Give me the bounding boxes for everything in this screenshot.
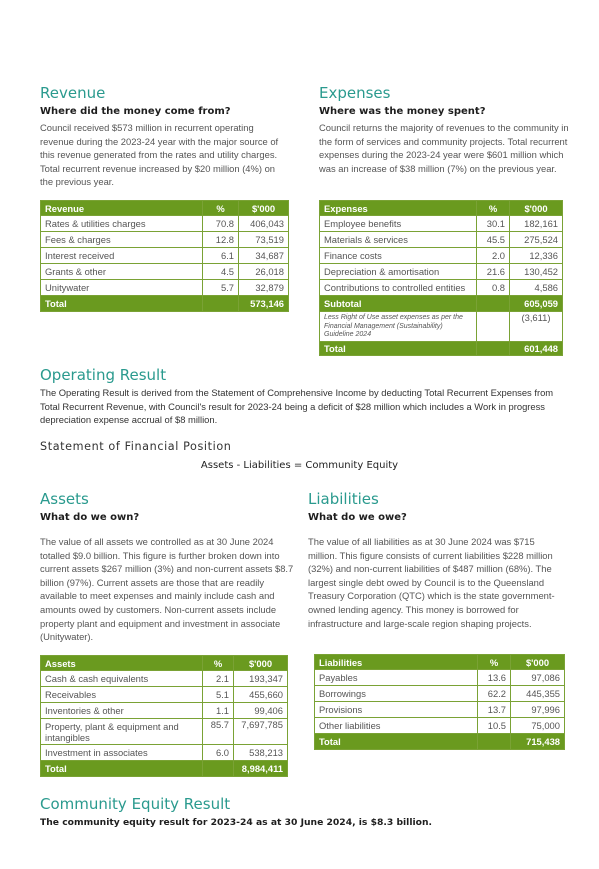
- liabilities-subheading: What do we owe?: [308, 512, 407, 523]
- table-row: [41, 232, 289, 248]
- row-percent: 13.7: [478, 702, 511, 718]
- table-row: [41, 703, 288, 719]
- column-header: $'000: [510, 201, 563, 216]
- subtotal-row: [320, 296, 563, 312]
- row-value: 455,660: [234, 687, 288, 703]
- financial-position-equation: Assets - Liabilities = Community Equity: [200, 460, 399, 471]
- table-row: [41, 216, 289, 232]
- row-value: 26,018: [239, 264, 289, 280]
- table-row: [41, 248, 289, 264]
- expenses-table: [319, 200, 563, 356]
- column-header: Expenses: [320, 201, 477, 216]
- table-row: [320, 280, 563, 296]
- table-row: [320, 264, 563, 280]
- table-row: [315, 718, 565, 734]
- row-value: 97,086: [511, 670, 565, 686]
- total-row: [320, 342, 563, 356]
- total-row: [41, 761, 288, 777]
- assets-heading: Assets: [40, 490, 89, 508]
- row-label: Depreciation & amortisation: [320, 264, 477, 280]
- table-row: [320, 216, 563, 232]
- row-label: Contributions to controlled entities: [320, 280, 477, 296]
- subtotal-label: Subtotal: [320, 296, 477, 312]
- row-percent: 13.6: [478, 670, 511, 686]
- total-percent: [477, 342, 510, 356]
- row-percent: 0.8: [477, 280, 510, 296]
- row-label: Interest received: [41, 248, 203, 264]
- assets-paragraph: The value of all assets we controlled as at 30 June 2024 totalled $9.0 billion. This figure is further broken down into current assets $267 million (3%) and non-current assets $8.7 billion (97%). Current assets are those that are readily available to meet expenses and mainly include cash and amounts owed by customers. Non-current assets include property plant and equipment and investment in associate (Unitywater).: [40, 536, 294, 643]
- row-percent: 10.5: [478, 718, 511, 734]
- operating-result-paragraph: The Operating Result is derived from the Statement of Comprehensive Income by deducting Total Recurrent Expenses from Total Recurrent Revenue, with Council's result for 2023-24 being a deficit of $28 million which includes a Work in progress depreciation expense accrual of $8 million.: [40, 387, 554, 426]
- row-label: Other liabilities: [315, 718, 478, 734]
- row-label: Payables: [315, 670, 478, 686]
- table-row: [41, 671, 288, 687]
- row-label: Materials & services: [320, 232, 477, 248]
- row-label: Borrowings: [315, 686, 478, 702]
- row-value: 4,586: [510, 280, 563, 296]
- row-value: 406,043: [239, 216, 289, 232]
- column-header: $'000: [239, 201, 289, 216]
- row-percent: 12.8: [203, 232, 239, 248]
- subtotal-value: 605,059: [510, 296, 563, 312]
- total-row: [41, 296, 289, 312]
- row-percent: 5.1: [203, 687, 234, 703]
- expenses-heading: Expenses: [319, 84, 391, 102]
- row-value: 99,406: [234, 703, 288, 719]
- table-row: [41, 745, 288, 761]
- row-percent: 1.1: [203, 703, 234, 719]
- row-value: 182,161: [510, 216, 563, 232]
- row-percent: 85.7: [203, 719, 234, 745]
- column-header: %: [478, 655, 511, 670]
- row-value: 130,452: [510, 264, 563, 280]
- total-label: Total: [41, 761, 203, 777]
- revenue-heading: Revenue: [40, 84, 106, 102]
- table-header-row: [320, 201, 563, 216]
- row-percent: 2.1: [203, 671, 234, 687]
- row-value: 73,519: [239, 232, 289, 248]
- table-header-row: [41, 656, 288, 671]
- column-header: $'000: [511, 655, 565, 670]
- row-percent: 4.5: [203, 264, 239, 280]
- column-header: Liabilities: [315, 655, 478, 670]
- expenses-paragraph: Council returns the majority of revenues to the community in the form of services and community projects. Total recurrent expenses during the 2023-24 year were $601 million which was an increase of $38 million (7%) on the previous year.: [319, 122, 569, 174]
- row-value: 7,697,785: [234, 719, 288, 745]
- total-row: [315, 734, 565, 750]
- revenue-table: [40, 200, 289, 312]
- total-value: 715,438: [511, 734, 565, 750]
- note-value: (3,611): [510, 312, 563, 342]
- row-label: Investment in associates: [41, 745, 203, 761]
- row-label: Finance costs: [320, 248, 477, 264]
- table-row: [41, 264, 289, 280]
- row-label: Cash & cash equivalents: [41, 671, 203, 687]
- row-value: 538,213: [234, 745, 288, 761]
- expenses-subheading: Where was the money spent?: [319, 106, 486, 117]
- row-percent: 6.0: [203, 745, 234, 761]
- table-row: [41, 719, 288, 745]
- revenue-subheading: Where did the money come from?: [40, 106, 231, 117]
- note-label: Less Right of Use asset expenses as per the Financial Management (Sustainability) Guideline 2024: [320, 312, 477, 342]
- row-percent: 62.2: [478, 686, 511, 702]
- table-row: [315, 702, 565, 718]
- row-percent: 70.8: [203, 216, 239, 232]
- row-value: 275,524: [510, 232, 563, 248]
- row-label: Provisions: [315, 702, 478, 718]
- row-label: Inventories & other: [41, 703, 203, 719]
- row-value: 445,355: [511, 686, 565, 702]
- liabilities-heading: Liabilities: [308, 490, 379, 508]
- row-label: Rates & utilities charges: [41, 216, 203, 232]
- row-percent: 21.6: [477, 264, 510, 280]
- revenue-paragraph: Council received $573 million in recurrent operating revenue during the 2023-24 year with the major source of this revenue generated from the rates and utility charges. Total recurrent revenue increased by $20 million (4%) on the previous year.: [40, 122, 279, 188]
- community-equity-heading: Community Equity Result: [40, 795, 231, 813]
- community-equity-statement: The community equity result for 2023-24 as at 30 June 2024, is $8.3 billion.: [40, 817, 432, 828]
- liabilities-table: [314, 654, 565, 750]
- assets-subheading: What do we own?: [40, 512, 140, 523]
- table-header-row: [315, 655, 565, 670]
- row-value: 32,879: [239, 280, 289, 296]
- liabilities-paragraph: The value of all liabilities as at 30 June 2024 was $715 million. This figure consists of current liabilities $228 million (32%) and non-current liabilities of $487 million (68%). The largest single debt owed by Council is to the Queensland Treasury Corporation (QTC) which is the state government-owned lending agency. This money is borrowed for infrastructure and large-scale region shaping projects.: [308, 536, 555, 629]
- row-label: Employee benefits: [320, 216, 477, 232]
- operating-result-heading: Operating Result: [40, 366, 167, 384]
- financial-position-heading: Statement of Financial Position: [40, 440, 232, 453]
- note-row: [320, 312, 563, 342]
- table-header-row: [41, 201, 289, 216]
- total-label: Total: [41, 296, 203, 312]
- row-value: 12,336: [510, 248, 563, 264]
- column-header: %: [203, 201, 239, 216]
- row-value: 34,687: [239, 248, 289, 264]
- table-row: [320, 232, 563, 248]
- row-label: Unitywater: [41, 280, 203, 296]
- total-value: 8,984,411: [234, 761, 288, 777]
- table-row: [315, 670, 565, 686]
- column-header: Assets: [41, 656, 203, 671]
- table-row: [320, 248, 563, 264]
- row-percent: 45.5: [477, 232, 510, 248]
- row-percent: 5.7: [203, 280, 239, 296]
- row-label: Property, plant & equipment and intangibles: [41, 719, 203, 745]
- row-value: 193,347: [234, 671, 288, 687]
- total-label: Total: [315, 734, 478, 750]
- column-header: %: [203, 656, 234, 671]
- row-label: Fees & charges: [41, 232, 203, 248]
- row-value: 97,996: [511, 702, 565, 718]
- row-percent: 2.0: [477, 248, 510, 264]
- row-value: 75,000: [511, 718, 565, 734]
- column-header: Revenue: [41, 201, 203, 216]
- row-label: Receivables: [41, 687, 203, 703]
- row-percent: 30.1: [477, 216, 510, 232]
- total-value: 573,146: [239, 296, 289, 312]
- row-percent: 6.1: [203, 248, 239, 264]
- total-percent: [203, 296, 239, 312]
- total-percent: [478, 734, 511, 750]
- total-percent: [203, 761, 234, 777]
- total-value: 601,448: [510, 342, 563, 356]
- column-header: $'000: [234, 656, 288, 671]
- subtotal-percent: [477, 296, 510, 312]
- row-label: Grants & other: [41, 264, 203, 280]
- table-row: [315, 686, 565, 702]
- assets-table: [40, 655, 288, 777]
- total-label: Total: [320, 342, 477, 356]
- column-header: %: [477, 201, 510, 216]
- table-row: [41, 280, 289, 296]
- table-row: [41, 687, 288, 703]
- note-percent: [477, 312, 510, 342]
